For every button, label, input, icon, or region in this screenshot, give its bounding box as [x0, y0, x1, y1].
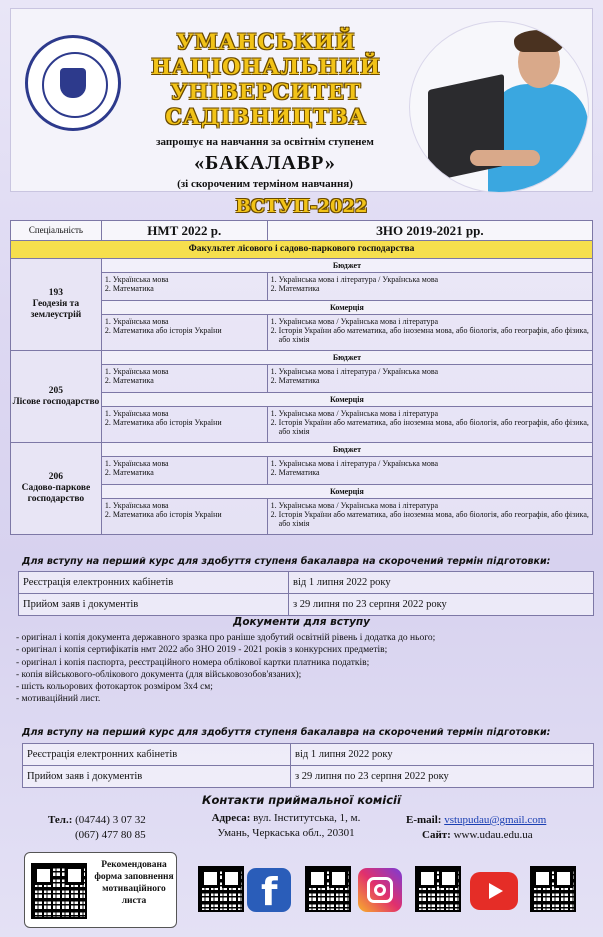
email-block — [406, 813, 546, 843]
subject-item: 2. Математика — [270, 468, 320, 477]
zno-subjects — [267, 499, 592, 535]
table-row — [19, 572, 594, 594]
schedule-value: від 1 липня 2022 року — [289, 572, 594, 594]
address-line-1: вул. Інститутська, 1, м. — [253, 812, 361, 824]
student-photo — [409, 21, 589, 193]
facebook-qr-icon[interactable] — [198, 866, 244, 912]
zno-subjects — [267, 457, 592, 485]
facebook-letter: f — [261, 870, 278, 914]
email-label: E-mail: — [406, 814, 442, 826]
list-item: - оригінал і копія сертифікатів нмт 2022 або ЗНО 2019 - 2021 років з конкурсних предметів; — [16, 645, 388, 656]
list-item: - шість кольорових фотокарток розміром 3х4 см; — [16, 682, 213, 693]
header-zno: ЗНО 2019-2021 рр. — [267, 221, 592, 241]
specialty-cell — [11, 259, 102, 351]
subject-item: 1. Українська мова — [104, 367, 169, 376]
nmt-subjects — [101, 315, 267, 351]
table-row — [19, 594, 594, 616]
schedule-value: з 29 липня по 23 серпня 2022 року — [289, 594, 594, 616]
address-block — [188, 811, 384, 841]
table-row — [23, 744, 594, 766]
subject-item: 2. Математика — [104, 284, 154, 293]
table-header-row — [11, 221, 593, 241]
nmt-subjects — [101, 499, 267, 535]
schedule-table — [22, 743, 594, 788]
list-item: - копія військового-облікового документа (для військовозобов'язаних); — [16, 669, 302, 680]
schedule-label: Реєстрація електронних кабінетів — [23, 744, 291, 766]
budget-label: Бюджет — [101, 351, 592, 365]
zno-subjects — [267, 315, 592, 351]
youtube-icon[interactable] — [470, 872, 518, 910]
specialty-code: 193 — [48, 288, 64, 298]
schedule-value: від 1 липня 2022 року — [291, 744, 594, 766]
address-label: Адреса: — [211, 812, 251, 824]
zno-subjects — [267, 365, 592, 393]
schedule-label: Реєстрація електронних кабінетів — [19, 572, 289, 594]
commerce-label: Комерція — [101, 485, 592, 499]
header-nmt: НМТ 2022 р. — [101, 221, 267, 241]
qr-label: Рекомендована форма заповнення мотиваційного листа — [94, 860, 174, 906]
specialty-name: Лісове господарство — [12, 396, 100, 407]
subject-item: 1. Українська мова / Українська мова і література — [270, 409, 439, 418]
commerce-label: Комерція — [101, 393, 592, 407]
budget-label: Бюджет — [101, 259, 592, 273]
documents-list — [16, 632, 601, 706]
subject-item: 1. Українська мова і література / Українська мова — [270, 275, 439, 284]
schedule-table — [18, 571, 594, 616]
site-link[interactable]: www.udau.edu.ua — [453, 829, 533, 841]
subject-item: 2. Математика — [104, 468, 154, 477]
specialty-name: Геодезія та землеустрій — [30, 299, 82, 320]
instagram-icon[interactable] — [358, 868, 402, 912]
subject-item: 1. Українська мова і література / Українська мова — [270, 459, 439, 468]
faculty-row — [11, 241, 593, 259]
email-link[interactable]: vstupudau@gmail.com — [444, 814, 547, 826]
schedule-note: Для вступу на перший курс для здобуття ступеня бакалавра на скорочений термін підготовки: — [22, 727, 551, 738]
header — [10, 8, 593, 192]
motivation-letter-qr-icon[interactable] — [31, 863, 87, 919]
budget-label: Бюджет — [101, 443, 592, 457]
university-title-line: НАЦІОНАЛЬНИЙ — [151, 54, 381, 79]
subject-item: 1. Українська мова і література / Українська мова — [270, 367, 439, 376]
subject-item: 2. Математика або історія України — [104, 326, 222, 335]
faculty-name: Факультет лісового і садово-паркового господарства — [11, 241, 593, 259]
nmt-subjects — [101, 365, 267, 393]
admission-banner: ВСТУП-2022 — [235, 196, 368, 217]
subject-item: 2. Історія України або математика, або іноземна мова, або біологія, або географія, або фізика, або хімія — [270, 326, 589, 344]
subject-item: 2. Історія України або математика, або іноземна мова, або біологія, або географія, або фізика, або хімія — [270, 510, 589, 528]
table-row — [23, 766, 594, 788]
subject-item: 1. Українська мова / Українська мова і література — [270, 501, 439, 510]
university-title-line: УМАНСЬКИЙ — [176, 29, 356, 54]
subject-item: 1. Українська мова — [104, 501, 169, 510]
table-row — [11, 443, 593, 457]
table-row — [11, 259, 593, 273]
contacts-title: Контакти приймальної комісії — [202, 793, 401, 807]
header-specialty: Спеціальність — [11, 221, 102, 241]
nmt-subjects — [101, 407, 267, 443]
university-title-line: САДІВНИЦТВА — [165, 104, 367, 129]
site-qr-icon[interactable] — [530, 866, 576, 912]
youtube-qr-icon[interactable] — [415, 866, 461, 912]
degree-note: (зі скороченим терміном навчання) — [177, 178, 353, 190]
phone-block — [48, 813, 146, 843]
instagram-qr-icon[interactable] — [305, 866, 351, 912]
table-row — [11, 351, 593, 365]
list-item: - оригінал і копія паспорта, реєстраційного номера облікової картки платника податків; — [16, 657, 370, 668]
subject-item: 1. Українська мова — [104, 317, 169, 326]
facebook-icon[interactable] — [247, 868, 291, 912]
specialty-code: 205 — [48, 385, 64, 396]
address-line-2: Умань, Черкаська обл., 20301 — [217, 827, 355, 839]
subject-item: 2. Історія України або математика, або іноземна мова, або біологія, або географія, або фізика, або хімія — [270, 418, 589, 436]
subject-item: 2. Математика — [270, 376, 320, 385]
motivation-letter-qr-box — [24, 852, 177, 928]
university-title-line: УНІВЕРСИТЕТ — [170, 79, 362, 104]
specialty-cell — [11, 443, 102, 535]
phone-label: Тел.: — [48, 814, 73, 826]
phone-2: (067) 477 80 85 — [75, 829, 146, 841]
degree-title: «БАКАЛАВР» — [194, 152, 336, 174]
nmt-subjects — [101, 273, 267, 301]
nmt-subjects — [101, 457, 267, 485]
invite-text: запрошує на навчання за освітнім ступенем — [156, 136, 374, 148]
list-item: - мотиваційний лист. — [16, 694, 101, 705]
schedule-label: Прийом заяв і документів — [19, 594, 289, 616]
admission-table — [10, 220, 593, 535]
subject-item: 2. Математика або історія України — [104, 418, 222, 427]
zno-subjects — [267, 407, 592, 443]
zno-subjects — [267, 273, 592, 301]
subject-item: 1. Українська мова — [104, 409, 169, 418]
commerce-label: Комерція — [101, 301, 592, 315]
subject-item: 2. Математика або історія України — [104, 510, 222, 519]
phone-1: (04744) 3 07 32 — [75, 814, 146, 826]
specialty-code: 206 — [48, 472, 64, 482]
site-label: Сайт: — [422, 829, 451, 841]
subject-item: 2. Математика — [104, 376, 154, 385]
schedule-value: з 29 липня по 23 серпня 2022 року — [291, 766, 594, 788]
subject-item: 1. Українська мова — [104, 459, 169, 468]
university-seal-icon — [25, 35, 121, 131]
list-item: - оригінал і копія документа державного зразка про раніше здобутий освітній рівень і додатка до нього; — [16, 633, 436, 643]
specialty-name: Садово-паркове господарство — [21, 483, 91, 504]
documents-title: Документи для вступу — [232, 616, 371, 628]
schedule-note: Для вступу на перший курс для здобуття ступеня бакалавра на скорочений термін підготовки: — [22, 556, 551, 567]
university-title — [141, 29, 391, 129]
subject-item: 1. Українська мова / Українська мова і література — [270, 317, 439, 326]
subject-item: 1. Українська мова — [104, 275, 169, 284]
specialty-cell — [11, 351, 102, 443]
schedule-label: Прийом заяв і документів — [23, 766, 291, 788]
subject-item: 2. Математика — [270, 284, 320, 293]
